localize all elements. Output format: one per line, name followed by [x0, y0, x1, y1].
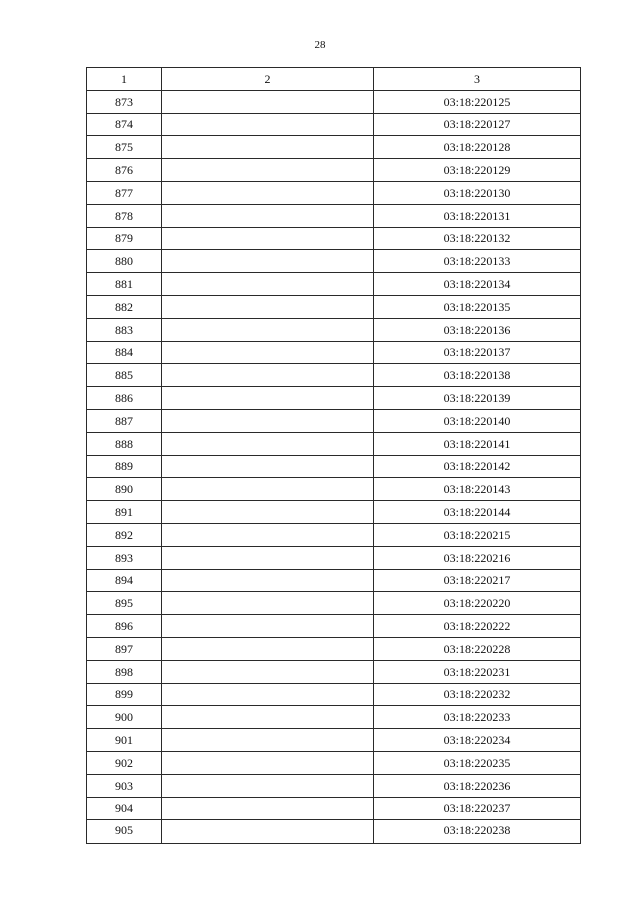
table-cell-col-3: 03:18:220141 — [374, 432, 581, 455]
table-cell-col-3: 03:18:220137 — [374, 341, 581, 364]
table-cell-col-3: 03:18:220127 — [374, 113, 581, 136]
table-cell-col-3: 03:18:220222 — [374, 615, 581, 638]
table-cell-col-2 — [162, 364, 374, 387]
table-cell-col-3: 03:18:220236 — [374, 774, 581, 797]
table-cell-col-3: 03:18:220139 — [374, 387, 581, 410]
table-row — [87, 523, 581, 546]
table-row — [87, 295, 581, 318]
table-cell-col-2 — [162, 181, 374, 204]
table-row — [87, 637, 581, 660]
table-cell-col-1: 903 — [87, 774, 162, 797]
table-cell-col-2 — [162, 341, 374, 364]
table-row — [87, 159, 581, 182]
table-cell-col-1: 890 — [87, 478, 162, 501]
table-cell-col-1: 900 — [87, 706, 162, 729]
table-cell-col-1: 899 — [87, 683, 162, 706]
table-cell-col-3: 03:18:220235 — [374, 751, 581, 774]
table-cell-col-2 — [162, 592, 374, 615]
table-cell-col-2 — [162, 774, 374, 797]
table-row — [87, 660, 581, 683]
table-cell-col-3: 03:18:220143 — [374, 478, 581, 501]
table-cell-col-1: 875 — [87, 136, 162, 159]
table-cell-col-3: 03:18:220136 — [374, 318, 581, 341]
table-row — [87, 751, 581, 774]
table-cell-col-3: 03:18:220132 — [374, 227, 581, 250]
table-cell-col-1: 904 — [87, 797, 162, 820]
table-cell-col-2 — [162, 683, 374, 706]
table-cell-col-1: 881 — [87, 273, 162, 296]
table-cell-col-3: 03:18:220228 — [374, 637, 581, 660]
table-row — [87, 432, 581, 455]
table-cell-col-1: 880 — [87, 250, 162, 273]
table-row — [87, 797, 581, 820]
table-cell-col-1: 888 — [87, 432, 162, 455]
table-cell-col-2 — [162, 637, 374, 660]
table-row — [87, 136, 581, 159]
table-cell-col-2 — [162, 478, 374, 501]
table-row — [87, 227, 581, 250]
table-cell-col-1: 882 — [87, 295, 162, 318]
table-cell-col-2 — [162, 113, 374, 136]
table-cell-col-3: 03:18:220134 — [374, 273, 581, 296]
table-cell-col-1: 905 — [87, 820, 162, 844]
table-row — [87, 364, 581, 387]
table-cell-col-2 — [162, 523, 374, 546]
table-cell-col-2 — [162, 546, 374, 569]
table-cell-col-3: 03:18:220234 — [374, 729, 581, 752]
table-cell-col-1: 897 — [87, 637, 162, 660]
table-cell-col-2 — [162, 159, 374, 182]
table-cell-col-1: 898 — [87, 660, 162, 683]
table-cell-col-1: 901 — [87, 729, 162, 752]
table-cell-col-3: 03:18:220142 — [374, 455, 581, 478]
table-cell-col-1: 873 — [87, 90, 162, 113]
table-cell-col-2 — [162, 660, 374, 683]
table-cell-col-3: 03:18:220128 — [374, 136, 581, 159]
table-row — [87, 592, 581, 615]
table-cell-col-2 — [162, 569, 374, 592]
table-cell-col-1: 891 — [87, 501, 162, 524]
table-cell-col-1: 877 — [87, 181, 162, 204]
table-cell-col-2 — [162, 751, 374, 774]
table-cell-col-2 — [162, 820, 374, 844]
table-row — [87, 318, 581, 341]
table-cell-col-2 — [162, 295, 374, 318]
table-cell-col-1: 894 — [87, 569, 162, 592]
table-cell-col-2 — [162, 409, 374, 432]
table-cell-col-2 — [162, 204, 374, 227]
table-row — [87, 273, 581, 296]
table-cell-col-2 — [162, 387, 374, 410]
table-cell-col-3: 03:18:220237 — [374, 797, 581, 820]
table-cell-col-2 — [162, 90, 374, 113]
table-cell-col-3: 03:18:220129 — [374, 159, 581, 182]
table-row — [87, 341, 581, 364]
table-cell-col-3: 03:18:220130 — [374, 181, 581, 204]
table-cell-col-3: 03:18:220233 — [374, 706, 581, 729]
table-cell-col-3: 03:18:220125 — [374, 90, 581, 113]
register-table — [86, 67, 581, 844]
table-cell-col-1: 885 — [87, 364, 162, 387]
table-cell-col-3: 03:18:220238 — [374, 820, 581, 844]
table-cell-col-2 — [162, 797, 374, 820]
table-cell-col-3: 03:18:220133 — [374, 250, 581, 273]
table-row — [87, 729, 581, 752]
table-cell-col-1: 892 — [87, 523, 162, 546]
table-cell-col-3: 03:18:220135 — [374, 295, 581, 318]
column-header-1: 1 — [87, 68, 162, 91]
table-cell-col-1: 878 — [87, 204, 162, 227]
table-row — [87, 90, 581, 113]
table-cell-col-3: 03:18:220216 — [374, 546, 581, 569]
column-header-3: 3 — [374, 68, 581, 91]
table-cell-col-1: 874 — [87, 113, 162, 136]
table-row — [87, 615, 581, 638]
table-header-row — [87, 68, 581, 91]
table-cell-col-3: 03:18:220215 — [374, 523, 581, 546]
table-cell-col-2 — [162, 455, 374, 478]
table-cell-col-3: 03:18:220231 — [374, 660, 581, 683]
table-cell-col-1: 889 — [87, 455, 162, 478]
table-row — [87, 181, 581, 204]
table-cell-col-1: 887 — [87, 409, 162, 432]
table-cell-col-1: 893 — [87, 546, 162, 569]
table-row — [87, 455, 581, 478]
table-cell-col-3: 03:18:220220 — [374, 592, 581, 615]
table-cell-col-2 — [162, 227, 374, 250]
table-row — [87, 501, 581, 524]
table-row — [87, 409, 581, 432]
table-row — [87, 546, 581, 569]
table-cell-col-1: 902 — [87, 751, 162, 774]
table-row — [87, 706, 581, 729]
table-cell-col-2 — [162, 273, 374, 296]
table-cell-col-3: 03:18:220131 — [374, 204, 581, 227]
table-cell-col-2 — [162, 136, 374, 159]
table-cell-col-3: 03:18:220140 — [374, 409, 581, 432]
table-cell-col-2 — [162, 432, 374, 455]
column-header-2: 2 — [162, 68, 374, 91]
table-cell-col-1: 886 — [87, 387, 162, 410]
table-cell-col-1: 896 — [87, 615, 162, 638]
table-row — [87, 478, 581, 501]
table-row — [87, 774, 581, 797]
page-number: 28 — [314, 39, 326, 51]
table-row — [87, 569, 581, 592]
table-row — [87, 250, 581, 273]
table-cell-col-2 — [162, 501, 374, 524]
table-cell-col-1: 876 — [87, 159, 162, 182]
table-row — [87, 683, 581, 706]
table-cell-col-2 — [162, 615, 374, 638]
table-cell-col-2 — [162, 318, 374, 341]
table-cell-col-1: 895 — [87, 592, 162, 615]
table-body — [87, 90, 581, 844]
table-row — [87, 204, 581, 227]
table-cell-col-2 — [162, 250, 374, 273]
table-row — [87, 113, 581, 136]
table-cell-col-3: 03:18:220144 — [374, 501, 581, 524]
table-row — [87, 820, 581, 844]
table-cell-col-2 — [162, 729, 374, 752]
table-cell-col-3: 03:18:220217 — [374, 569, 581, 592]
table-cell-col-1: 883 — [87, 318, 162, 341]
table-cell-col-3: 03:18:220232 — [374, 683, 581, 706]
table-row — [87, 387, 581, 410]
table-cell-col-3: 03:18:220138 — [374, 364, 581, 387]
table-cell-col-1: 884 — [87, 341, 162, 364]
table-cell-col-2 — [162, 706, 374, 729]
table-cell-col-1: 879 — [87, 227, 162, 250]
